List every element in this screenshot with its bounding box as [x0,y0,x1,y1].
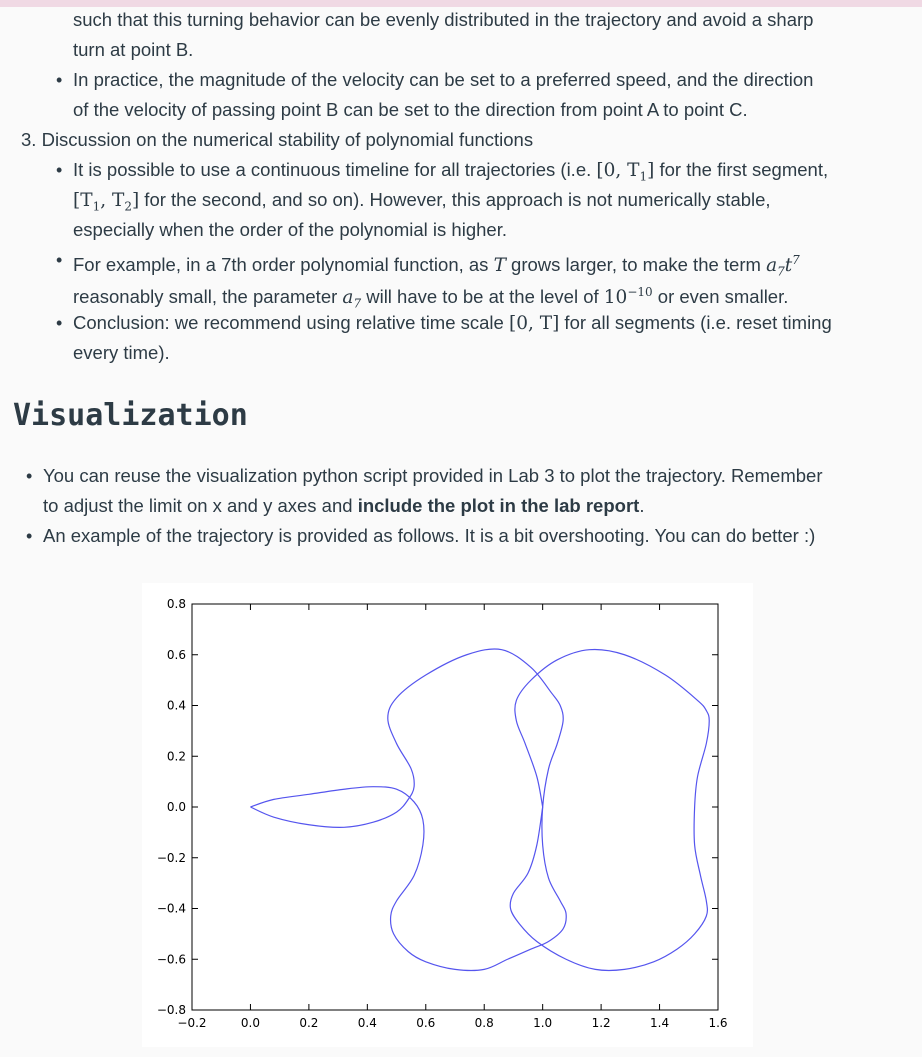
math-sub: 7 [777,264,785,279]
bullet-dot: • [56,313,63,333]
x-tick-label: 0.8 [474,1016,494,1030]
bold-text: include the plot in the lab report [357,495,640,516]
continued-line-2: turn at point B. [73,39,194,60]
stability-item-3-line-2: every time). [73,342,170,363]
text-run: for the second, and so on). However, this approach is not numerically stable, [139,189,771,210]
text-run: to adjust the limit on x and y axes and [43,495,358,516]
math-text: ] [131,190,140,211]
math-interval-1 [596,160,655,184]
math-text: [T [73,190,93,211]
plot-frame [192,604,718,1010]
text-run: for all segments (i.e. reset timing [559,312,832,333]
section-3-heading [21,129,533,151]
x-tick-label: 1.2 [591,1016,611,1030]
text-run: Conclusion: we recommend using relative time scale [73,312,509,333]
text-run: grows larger, to make the term [505,254,767,276]
x-tick-label: 0.6 [416,1016,436,1030]
stability-item-1-line-3: especially when the order of the polynomial is higher. [73,219,507,240]
y-tick-label: 0.0 [166,800,186,814]
math-power [604,287,653,308]
trajectory-figure [142,583,753,1047]
math-param [342,287,362,311]
math-text: [0, T] [508,313,560,334]
viz-bullet-1-line-2 [43,495,644,517]
x-tick-label: 0.4 [357,1016,377,1030]
text-run: It is possible to use a continuous timeline for all trajectories (i.e. [73,159,597,180]
math-text: 10 [603,287,628,309]
stability-item-2-line-1 [73,249,800,283]
math-text: , T [100,190,125,211]
bullet-dot: • [56,70,63,90]
y-tick-label: −0.2 [156,850,186,865]
practice-line-2: of the velocity of passing point B can be set to the direction from point A to point C. [73,99,748,120]
stability-item-1-line-1 [73,159,828,188]
math-sup: −10 [627,285,653,299]
math-sub: 1 [639,169,648,184]
bullet-dot: • [56,160,63,180]
text-run: For example, in a 7th order polynomial function, as [73,254,494,276]
y-tick-label: −0.6 [156,952,186,967]
viz-bullet-1-line-1: You can reuse the visualization python script provided in Lab 3 to plot the trajectory. Remember [43,465,823,486]
math-sup: 7 [792,253,800,267]
math-text: ] [647,160,655,181]
section-number: 3. [21,129,37,150]
section-title: Discussion on the numerical stability of polynomial functions [41,129,534,150]
math-term [766,253,800,279]
y-tick-label: 0.4 [166,698,186,713]
text-run: for the first segment, [654,159,829,180]
math-text: [0, T [596,160,640,181]
math-sub: 1 [92,199,101,214]
bullet-dot: • [26,526,33,546]
math-sub: 7 [353,296,362,311]
text-run: or even smaller. [652,286,789,308]
x-tick-label: 0.2 [299,1016,319,1030]
bullet-dot: • [26,466,33,486]
y-tick-label: −0.4 [156,901,186,916]
math-sub: 2 [124,199,132,214]
y-tick-label: 0.8 [166,597,186,611]
y-tick-label: 0.2 [166,749,186,764]
x-tick-label: −0.2 [177,1016,207,1030]
bullet-dot: • [56,250,63,270]
text-run: . [639,495,645,516]
math-text: a [342,287,354,309]
y-tick-label: −0.8 [156,1003,186,1017]
x-tick-label: 1.4 [650,1016,670,1030]
math-T: T [493,255,506,277]
top-accent-bar [0,0,922,7]
math-interval-2 [73,190,140,214]
continued-line-1: such that this turning behavior can be evenly distributed in the trajectory and avoid a sharp [73,9,814,30]
x-tick-label: 0.0 [240,1016,260,1030]
stability-item-1-line-2 [73,189,771,218]
viz-bullet-2: An example of the trajectory is provided as follows. It is a bit overshooting. You can do better :) [43,525,816,546]
x-tick-label: 1.6 [708,1016,728,1030]
trajectory-plot [142,583,753,1047]
visualization-heading: Visualization [13,398,248,433]
math-interval-3 [509,313,559,334]
math-text: t [784,255,793,277]
y-tick-label: 0.6 [166,647,186,662]
practice-line-1: In practice, the magnitude of the velocity can be set to a preferred speed, and the direction [73,69,814,90]
text-run: reasonably small, the parameter [73,286,343,308]
trajectory-line [510,649,709,970]
stability-item-3-line-1 [73,312,832,335]
text-run: will have to be at the level of [361,286,604,308]
math-text: a [766,255,778,277]
stability-item-2-line-2 [73,281,788,315]
x-tick-label: 1.0 [533,1016,553,1030]
